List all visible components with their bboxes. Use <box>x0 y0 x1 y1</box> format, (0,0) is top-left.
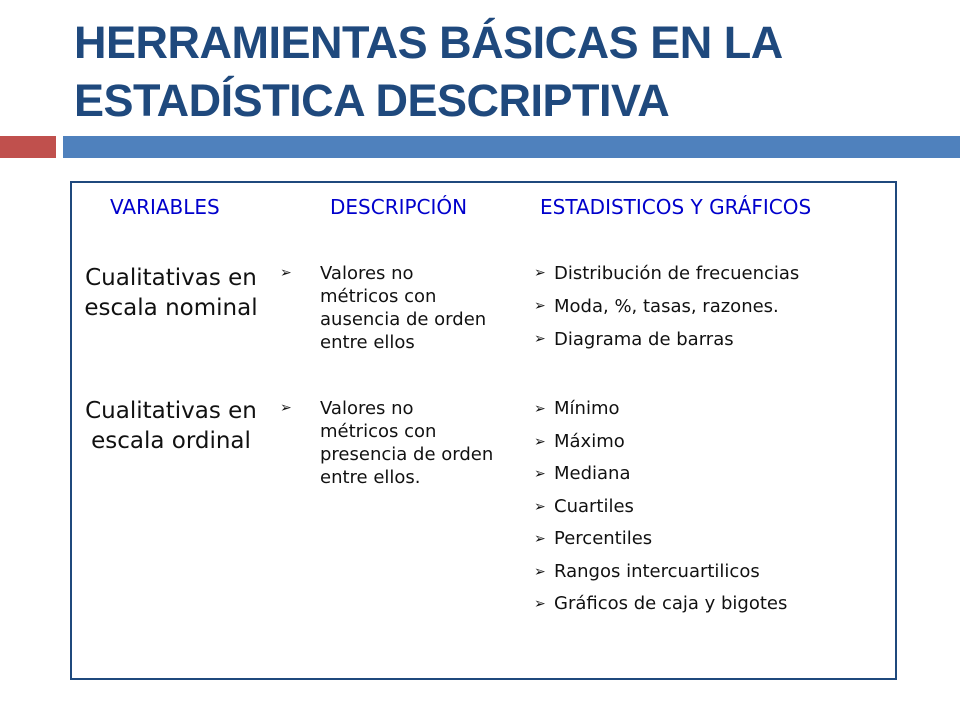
description-nominal-line-4: entre ellos <box>320 332 415 353</box>
list-item <box>534 257 799 290</box>
list-item <box>534 426 787 459</box>
arrowhead-bullet-icon: ➢ <box>534 531 546 547</box>
stat-label: Mínimo <box>554 398 620 419</box>
description-nominal <box>280 262 487 354</box>
header-estadisticos: ESTADISTICOS Y GRÁFICOS <box>540 195 812 219</box>
stats-ordinal-list <box>534 393 787 621</box>
description-ordinal-line-2: métricos con <box>320 421 437 442</box>
stat-label: Distribución de frecuencias <box>554 263 800 284</box>
description-ordinal-line-3: presencia de orden <box>320 444 494 465</box>
stat-label: Gráficos de caja y bigotes <box>554 593 788 614</box>
stat-label: Cuartiles <box>554 495 634 517</box>
list-item <box>534 523 787 556</box>
description-ordinal-first-line <box>280 397 493 420</box>
accent-bar-red <box>0 136 56 158</box>
variable-ordinal <box>76 396 266 456</box>
list-item <box>534 393 787 426</box>
stat-label: Moda, %, tasas, razones. <box>554 296 779 317</box>
stat-label: Percentiles <box>554 528 653 549</box>
arrowhead-bullet-icon: ➢ <box>534 298 546 314</box>
description-ordinal <box>280 397 494 489</box>
arrowhead-bullet-icon: ➢ <box>534 466 546 482</box>
list-item <box>534 458 787 491</box>
arrowhead-bullet-icon: ➢ <box>534 401 546 417</box>
arrowhead-bullet-icon: ➢ <box>280 400 292 416</box>
description-ordinal-line-1: Valores no <box>320 398 414 419</box>
description-ordinal-line-4: entre ellos. <box>320 467 421 488</box>
list-item <box>534 323 799 356</box>
slide-title <box>74 14 944 130</box>
stats-nominal-list <box>534 257 799 356</box>
description-nominal-line-1: Valores no <box>320 263 414 284</box>
accent-bar-blue <box>63 136 960 158</box>
arrowhead-bullet-icon: ➢ <box>534 331 546 347</box>
statistics-table-panel <box>70 181 897 680</box>
variable-ordinal-line-1: Cualitativas en <box>85 398 257 424</box>
header-variables: VARIABLES <box>110 195 220 219</box>
arrowhead-bullet-icon: ➢ <box>280 265 292 281</box>
arrowhead-bullet-icon: ➢ <box>534 596 546 612</box>
header-descripcion: DESCRIPCIÓN <box>330 195 468 219</box>
description-nominal-line-2: métricos con <box>320 286 437 307</box>
stat-label: Mediana <box>554 463 631 484</box>
stat-label: Máximo <box>554 430 625 452</box>
slide-title-line-1: HERRAMIENTAS BÁSICAS EN LA <box>74 17 783 68</box>
variable-nominal-line-1: Cualitativas en <box>85 265 257 291</box>
variable-nominal <box>76 263 266 323</box>
stat-label: Rangos intercuartilicos <box>554 560 760 582</box>
list-item <box>534 556 787 589</box>
variable-ordinal-line-2: escala ordinal <box>91 428 251 454</box>
list-item <box>534 491 787 524</box>
arrowhead-bullet-icon: ➢ <box>534 433 546 450</box>
arrowhead-bullet-icon: ➢ <box>534 498 546 515</box>
variable-nominal-line-2: escala nominal <box>84 295 258 321</box>
arrowhead-bullet-icon: ➢ <box>534 563 546 580</box>
list-item <box>534 588 787 621</box>
stat-label: Diagrama de barras <box>554 329 734 350</box>
list-item <box>534 290 799 323</box>
slide-title-line-2: ESTADÍSTICA DESCRIPTIVA <box>74 75 670 126</box>
description-nominal-first-line <box>280 262 486 285</box>
arrowhead-bullet-icon: ➢ <box>534 265 546 281</box>
description-nominal-line-3: ausencia de orden <box>320 309 487 330</box>
